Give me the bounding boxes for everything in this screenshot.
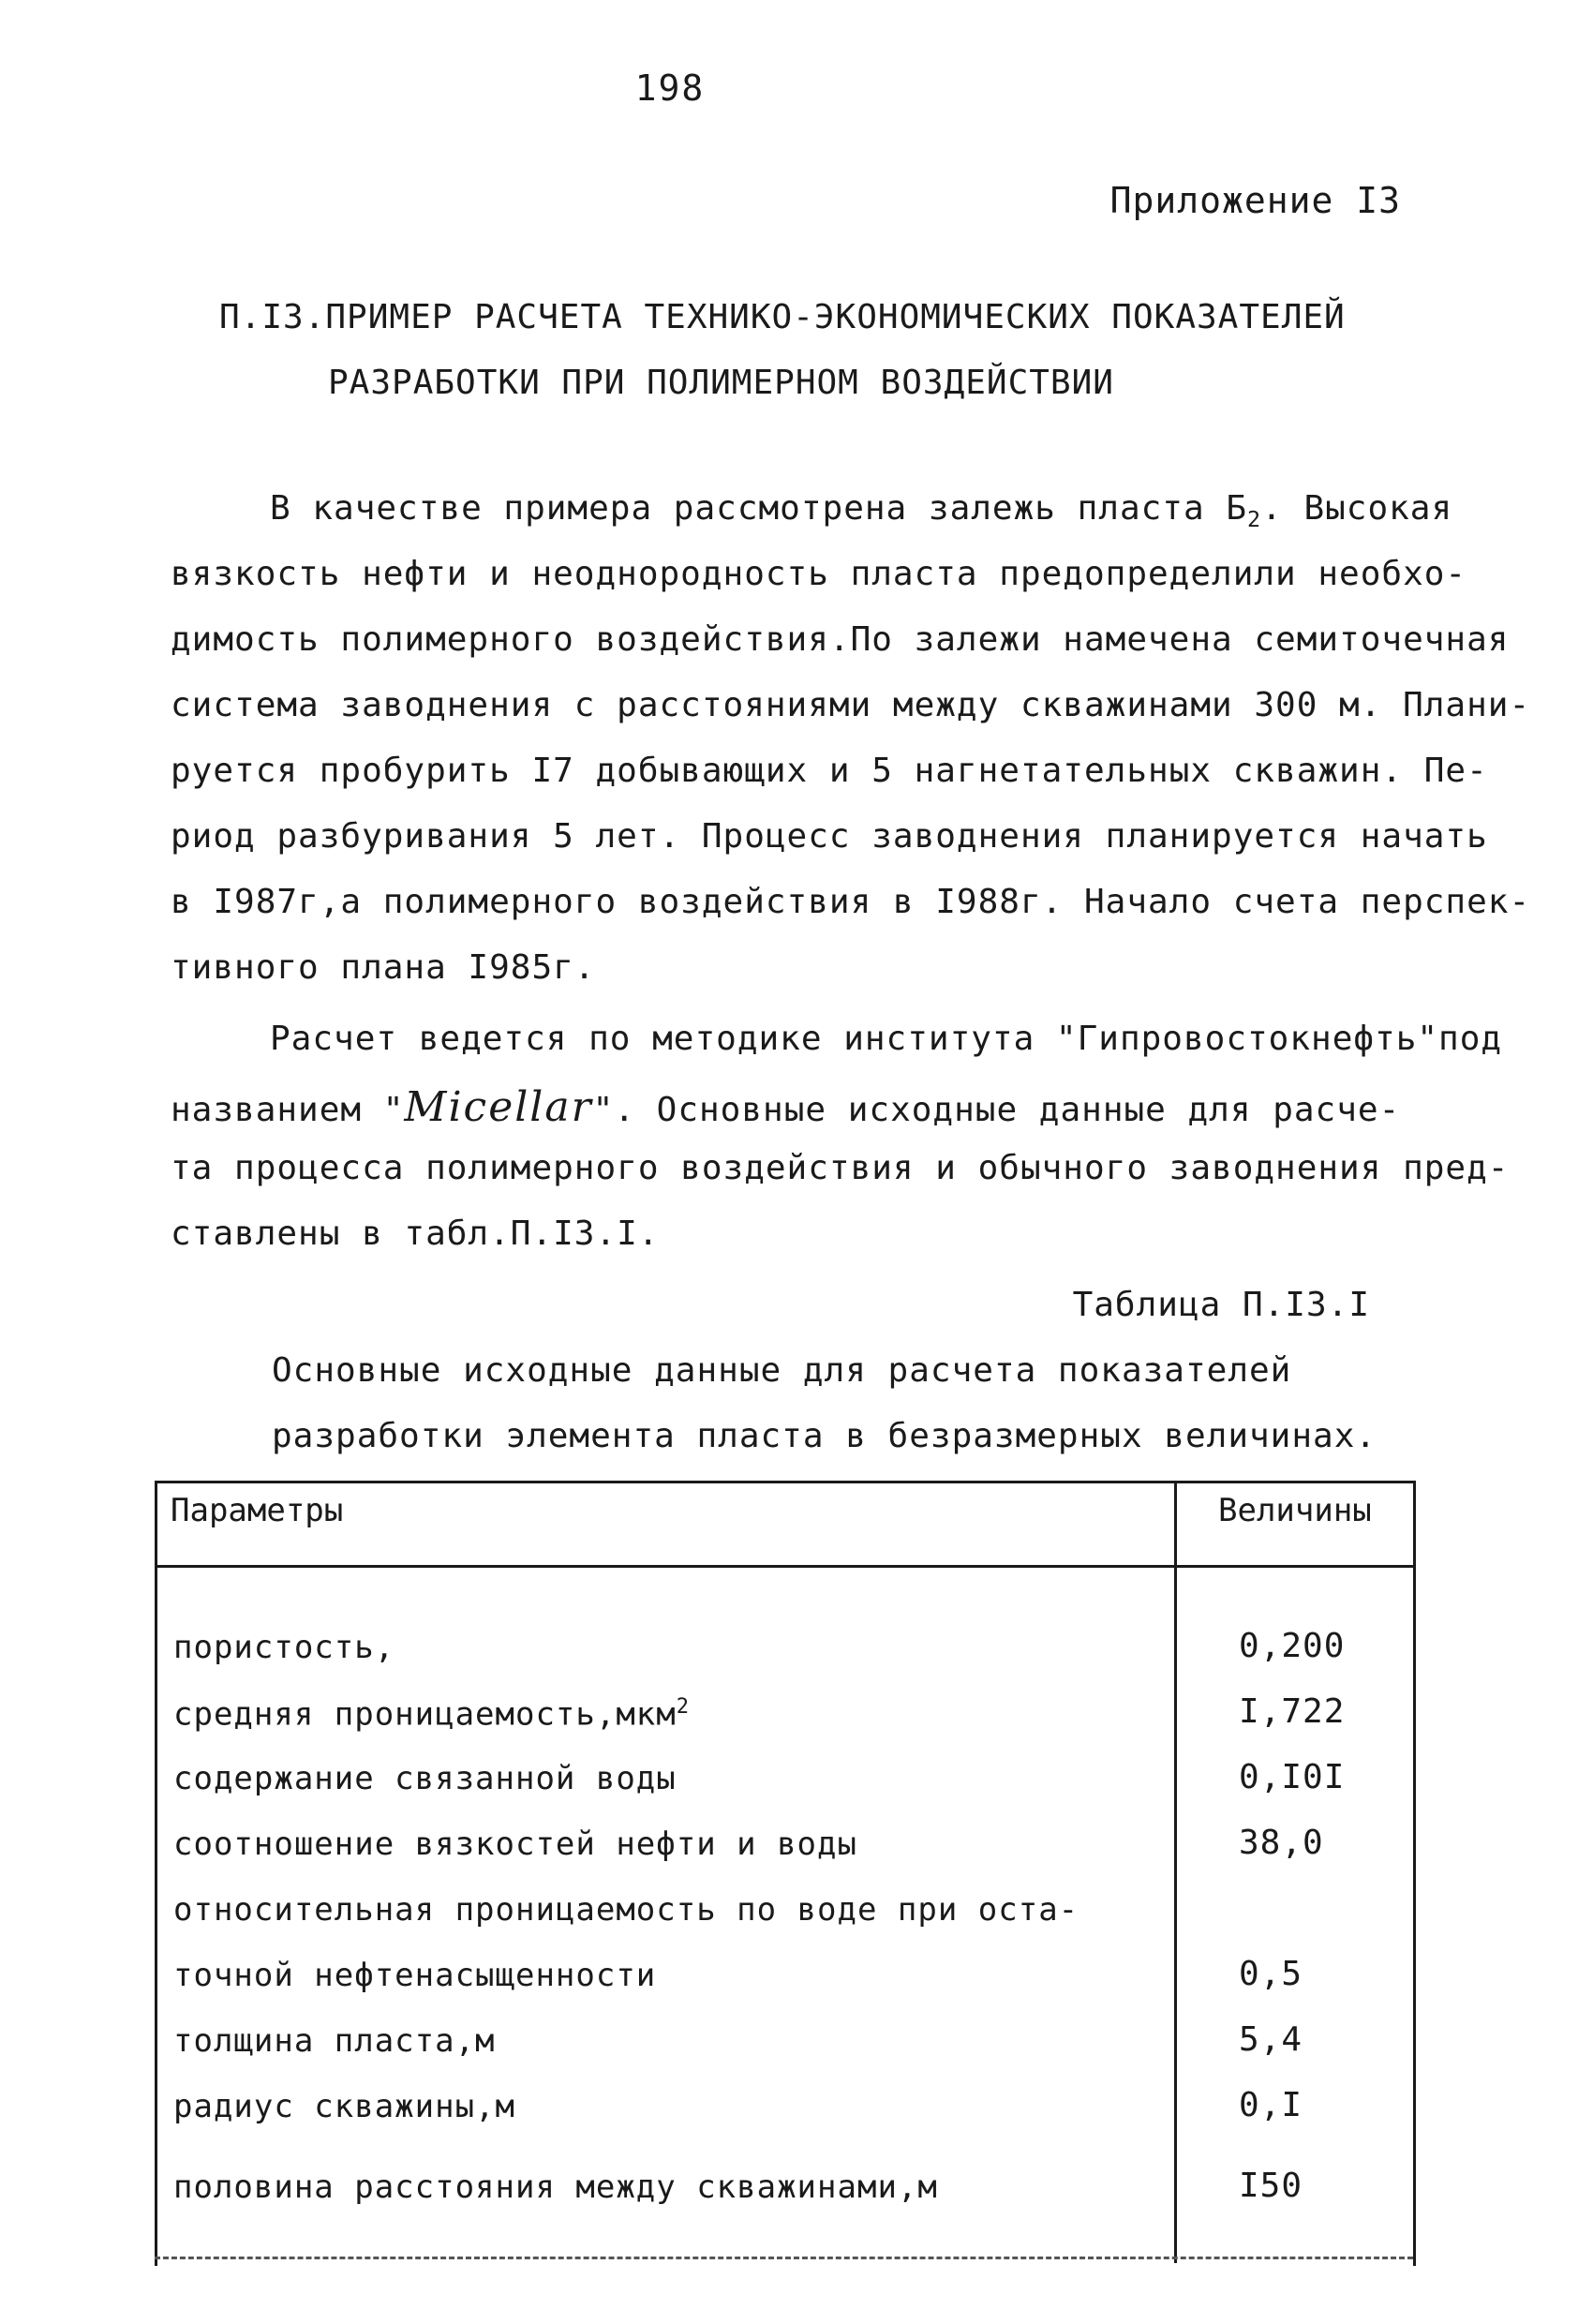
table-row-param: точной нефтенасыщенности	[173, 1957, 657, 1994]
paragraph1-line1-subscript: 2	[1247, 506, 1262, 533]
title-line-2: РАЗРАБОТКИ ПРИ ПОЛИМЕРНОМ ВОЗДЕЙСТВИИ	[328, 364, 1114, 402]
table-row-param: половина расстояния между скважинами,м	[173, 2168, 938, 2206]
table-row-param	[173, 1694, 690, 1733]
paragraph1-line4: система заводнения с расстояниями между скважинами 300 м. Плани-	[171, 686, 1531, 724]
table-column-divider	[1174, 1481, 1177, 2263]
paragraph2-line2-text-end: ". Основные исходные данные для расче-	[592, 1091, 1401, 1129]
paragraph1-line1-text: В качестве примера рассмотрена залежь пласта Б	[270, 489, 1247, 528]
paragraph1-line1-text-end: . Высокая	[1261, 489, 1453, 528]
paragraph2-line4: ставлены в табл.П.I3.I.	[171, 1214, 660, 1253]
paragraph2-line2-text: названием "	[171, 1091, 405, 1129]
paragraph1-line1	[270, 489, 1452, 532]
paragraph2-line3: та процесса полимерного воздействия и обычного заводнения пред-	[171, 1149, 1510, 1187]
parameters-table	[155, 1481, 1416, 2266]
table-bottom-edge	[155, 2257, 1413, 2259]
table-caption-line1: Основные исходные данные для расчета показателей	[272, 1351, 1292, 1390]
table-row-value: 0,I	[1239, 2086, 1303, 2124]
paragraph1-line2: вязкость нефти и неоднородность пласта предопределили необхо-	[171, 555, 1467, 593]
page-number: 198	[634, 67, 706, 109]
appendix-label: Приложение I3	[1109, 180, 1401, 221]
table-header-parameters: Параметры	[171, 1492, 344, 1529]
paragraph2-line1: Расчет ведется по методике института "Гипровостокнефть"под	[270, 1020, 1503, 1058]
table-row-param-text: средняя проницаемость,мкм	[173, 1695, 677, 1734]
table-row-param: толщина пласта,м	[173, 2022, 496, 2060]
handwritten-word: Micellar	[404, 1083, 593, 1131]
table-row-value: I50	[1239, 2167, 1303, 2205]
table-row-value: 0,5	[1239, 1955, 1303, 1993]
table-row-value: 0,I0I	[1239, 1758, 1346, 1796]
table-row-value: 38,0	[1239, 1824, 1324, 1862]
table-row-param: относительная проницаемость по воде при оста-	[173, 1891, 1079, 1929]
table-row-param: содержание связанной воды	[173, 1760, 677, 1797]
table-row-param: радиус скважины,м	[173, 2088, 515, 2125]
title-line-1: П.I3.ПРИМЕР РАСЧЕТА ТЕХНИКО-ЭКОНОМИЧЕСКИХ ПОКАЗАТЕЛЕЙ	[219, 298, 1346, 336]
table-row-param: соотношение вязкостей нефти и воды	[173, 1825, 857, 1863]
paragraph2-line2	[171, 1083, 1400, 1131]
table-row-value: 5,4	[1239, 2020, 1303, 2059]
table-row-value: I,722	[1239, 1692, 1346, 1731]
table-label: Таблица П.I3.I	[1072, 1286, 1370, 1324]
paragraph1-line6: риод разбуривания 5 лет. Процесс заводнения планируется начать	[171, 817, 1488, 856]
table-caption-line2: разработки элемента пласта в безразмерных величинах.	[272, 1417, 1377, 1455]
table-row-param: пористость,	[173, 1629, 395, 1666]
paragraph1-line8: тивного плана I985г.	[171, 948, 596, 987]
table-header-values: Величины	[1218, 1492, 1372, 1529]
paragraph1-line3: димость полимерного воздействия.По залежи намечена семиточечная	[171, 620, 1510, 659]
paragraph1-line7: в I987г,а полимерного воздействия в I988г. Начало счета перспек-	[171, 883, 1531, 921]
table-row-value: 0,200	[1239, 1627, 1346, 1665]
table-row-param-superscript: 2	[676, 1694, 691, 1719]
paragraph1-line5: руется пробурить I7 добывающих и 5 нагнетательных скважин. Пе-	[171, 752, 1488, 790]
table-header-divider	[155, 1565, 1413, 1568]
